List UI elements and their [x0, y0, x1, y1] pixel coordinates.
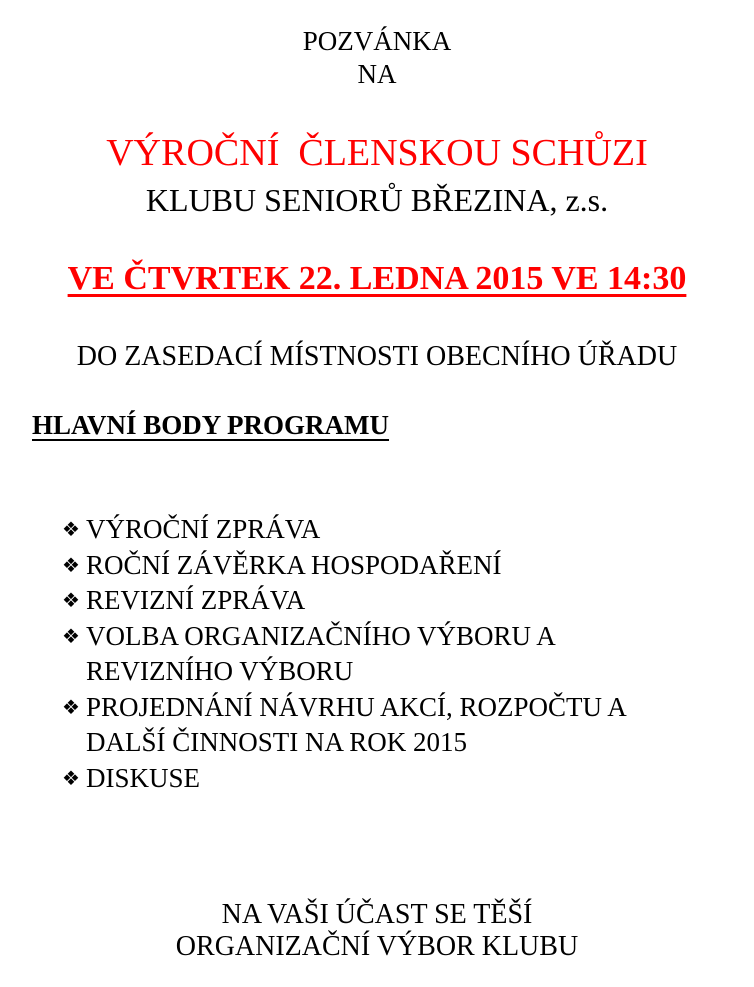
agenda-item	[62, 548, 627, 584]
agenda-item-text-continued: REVIZNÍHO VÝBORU	[86, 656, 354, 686]
invitation-heading: POZVÁNKA	[302, 26, 452, 56]
agenda-item	[62, 619, 627, 690]
invitation-to: NA	[357, 59, 397, 89]
diamond-star-icon: ❖	[62, 517, 80, 541]
closing-line-2: ORGANIZAČNÍ VÝBOR KLUBU	[175, 931, 579, 962]
closing-line-1: NA VAŠI ÚČAST SE TĚŠÍ	[221, 899, 533, 930]
agenda-list	[62, 512, 627, 796]
diamond-star-icon: ❖	[62, 552, 80, 577]
event-datetime: VE ČTVRTEK 22. LEDNA 2015 VE 14:30	[67, 260, 687, 297]
event-title: VÝROČNÍ ČLENSKOU SCHŮZI	[106, 132, 648, 174]
diamond-star-icon: ❖	[62, 694, 80, 719]
diamond-star-icon: ❖	[62, 623, 80, 648]
agenda-item-text: ROČNÍ ZÁVĚRKA HOSPODAŘENÍ	[86, 549, 502, 580]
agenda-item-text: PROJEDNÁNÍ NÁVRHU AKCÍ, ROZPOČTU A	[86, 691, 627, 722]
club-name: KLUBU SENIORŮ BŘEZINA, z.s.	[145, 182, 609, 218]
diamond-star-icon: ❖	[62, 765, 80, 790]
agenda-item-text-continued: DALŠÍ ČINNOSTI NA ROK 2015	[86, 727, 468, 757]
agenda-item-text: REVIZNÍ ZPRÁVA	[86, 585, 306, 615]
agenda-item	[62, 512, 627, 548]
agenda-item	[62, 761, 627, 797]
agenda-item	[62, 583, 627, 619]
agenda-item-text: VOLBA ORGANIZAČNÍHO VÝBORU A	[86, 620, 556, 651]
agenda-item-text: DISKUSE	[86, 762, 201, 793]
agenda-item-text: VÝROČNÍ ZPRÁVA	[86, 514, 321, 544]
program-heading: HLAVNÍ BODY PROGRAMU	[32, 410, 390, 440]
diamond-star-icon: ❖	[62, 588, 80, 612]
event-venue: DO ZASEDACÍ MÍSTNOSTI OBECNÍHO ÚŘADU	[76, 341, 678, 372]
agenda-item	[62, 690, 627, 761]
